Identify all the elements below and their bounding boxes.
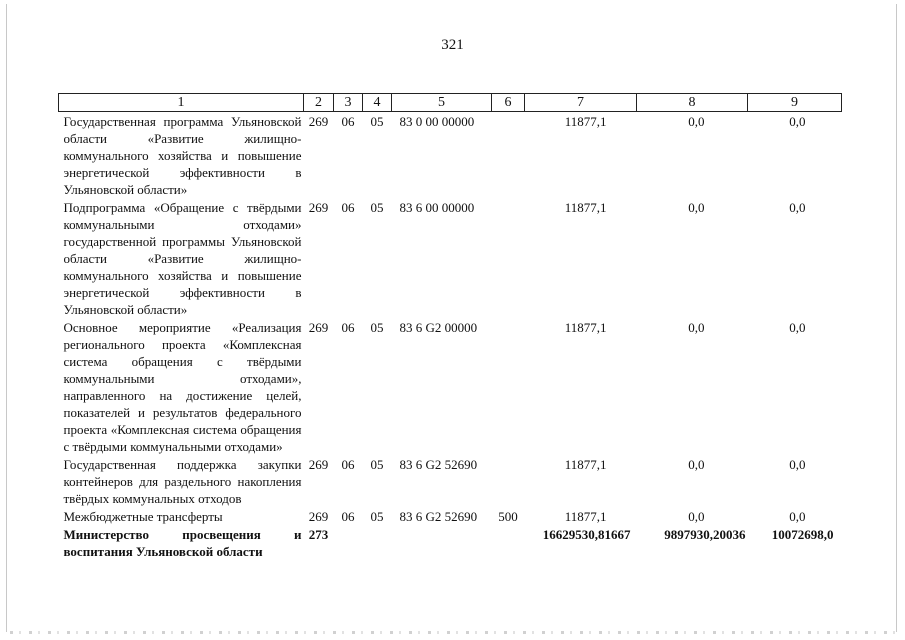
cell-subsection: 05 bbox=[370, 114, 384, 129]
column-header-6: 6 bbox=[492, 94, 525, 112]
row-name: Министерство просвещения и воспитания Ульяновской области bbox=[63, 527, 302, 559]
column-header-1: 1 bbox=[59, 94, 304, 112]
cell-target-article: 83 0 00 00000 bbox=[399, 114, 475, 129]
page-number: 321 bbox=[441, 37, 464, 53]
cell-amount-col7: 16629530,81667 bbox=[542, 527, 631, 542]
cell-section: 06 bbox=[341, 114, 355, 129]
cell-amount-col7: 11877,1 bbox=[564, 457, 607, 472]
cell-target-article: 83 6 G2 00000 bbox=[399, 320, 478, 335]
cell-amount-col8: 0,0 bbox=[688, 320, 705, 335]
table-row bbox=[59, 318, 842, 455]
cell-ministry-code: 269 bbox=[308, 509, 329, 524]
table-row bbox=[59, 455, 842, 507]
row-name: Межбюджетные трансферты bbox=[63, 509, 223, 524]
cell-amount-col7: 11877,1 bbox=[564, 114, 607, 129]
cell-expense-type bbox=[492, 198, 525, 318]
row-name: Основное мероприятие «Реализация регионального проекта «Комплексная система обращения с твёрдыми коммунальными отходами», направленного на достижение целей, показателей и результатов федерального проекта «Комплексная система обращения с твёрдыми коммунальными отходами» bbox=[63, 320, 302, 454]
cell-amount-col9: 0,0 bbox=[789, 457, 806, 472]
cell-ministry-code: 269 bbox=[308, 200, 329, 215]
cell-amount-col7: 11877,1 bbox=[564, 509, 607, 524]
cell-amount-col9: 0,0 bbox=[789, 200, 806, 215]
cell-target-article: 83 6 G2 52690 bbox=[399, 457, 478, 472]
cell-amount-col8: 0,0 bbox=[688, 114, 705, 129]
cell-expense-type: 500 bbox=[498, 509, 518, 524]
cell-section bbox=[334, 525, 363, 560]
cell-amount-col8: 0,0 bbox=[688, 457, 705, 472]
cell-subsection: 05 bbox=[370, 200, 384, 215]
row-name: Подпрограмма «Обращение с твёрдыми коммунальными отходами» государственной программы Ульяновской области «Развитие жилищно-коммунального хозяйства и повышение энергетической эффективности в Ульяновской области» bbox=[63, 200, 302, 317]
column-header-7: 7 bbox=[525, 94, 637, 112]
column-header-4: 4 bbox=[363, 94, 392, 112]
table-row-ministry-total bbox=[59, 525, 842, 560]
cell-amount-col8: 0,0 bbox=[688, 200, 705, 215]
cell-subsection bbox=[363, 525, 392, 560]
cell-amount-col7: 11877,1 bbox=[564, 200, 607, 215]
cell-amount-col9: 0,0 bbox=[789, 509, 806, 524]
cell-subsection: 05 bbox=[370, 509, 384, 524]
cell-target-article: 83 6 00 00000 bbox=[399, 200, 475, 215]
cell-subsection: 05 bbox=[370, 457, 384, 472]
cell-section: 06 bbox=[341, 509, 355, 524]
cell-target-article bbox=[392, 525, 492, 560]
cell-ministry-code: 269 bbox=[308, 114, 329, 129]
cell-section: 06 bbox=[341, 200, 355, 215]
row-name: Государственная поддержка закупки контейнеров для раздельного накопления твёрдых коммунальных отходов bbox=[63, 457, 302, 506]
cell-ministry-code: 269 bbox=[308, 457, 329, 472]
cell-subsection: 05 bbox=[370, 320, 384, 335]
row-name: Государственная программа Ульяновской области «Развитие жилищно-коммунального хозяйства и повышение энергетической эффективности в Ульяновской области» bbox=[63, 114, 302, 197]
cell-expense-type bbox=[492, 525, 525, 560]
column-header-5: 5 bbox=[392, 94, 492, 112]
cell-amount-col7: 11877,1 bbox=[564, 320, 607, 335]
column-header-3: 3 bbox=[334, 94, 363, 112]
column-header-9: 9 bbox=[748, 94, 842, 112]
cell-amount-col9: 10072698,0 bbox=[771, 527, 834, 542]
cell-expense-type bbox=[492, 455, 525, 507]
table-row bbox=[59, 507, 842, 525]
cell-ministry-code: 273 bbox=[308, 527, 329, 542]
cell-ministry-code: 269 bbox=[308, 320, 329, 335]
table-row bbox=[59, 198, 842, 318]
column-header-2: 2 bbox=[304, 94, 334, 112]
cell-section: 06 bbox=[341, 320, 355, 335]
table-header bbox=[59, 94, 842, 112]
cell-section: 06 bbox=[341, 457, 355, 472]
table-body bbox=[59, 112, 842, 561]
cell-amount-col8: 0,0 bbox=[688, 509, 705, 524]
cell-amount-col9: 0,0 bbox=[789, 320, 806, 335]
budget-table bbox=[58, 93, 842, 560]
column-header-8: 8 bbox=[637, 94, 748, 112]
header-row bbox=[59, 94, 842, 112]
scan-edge-noise bbox=[10, 631, 895, 634]
cell-expense-type bbox=[492, 112, 525, 199]
table-row bbox=[59, 112, 842, 199]
cell-target-article: 83 6 G2 52690 bbox=[399, 509, 478, 524]
cell-amount-col9: 0,0 bbox=[789, 114, 806, 129]
cell-expense-type bbox=[492, 318, 525, 455]
cell-amount-col8: 9897930,20036 bbox=[664, 527, 746, 542]
